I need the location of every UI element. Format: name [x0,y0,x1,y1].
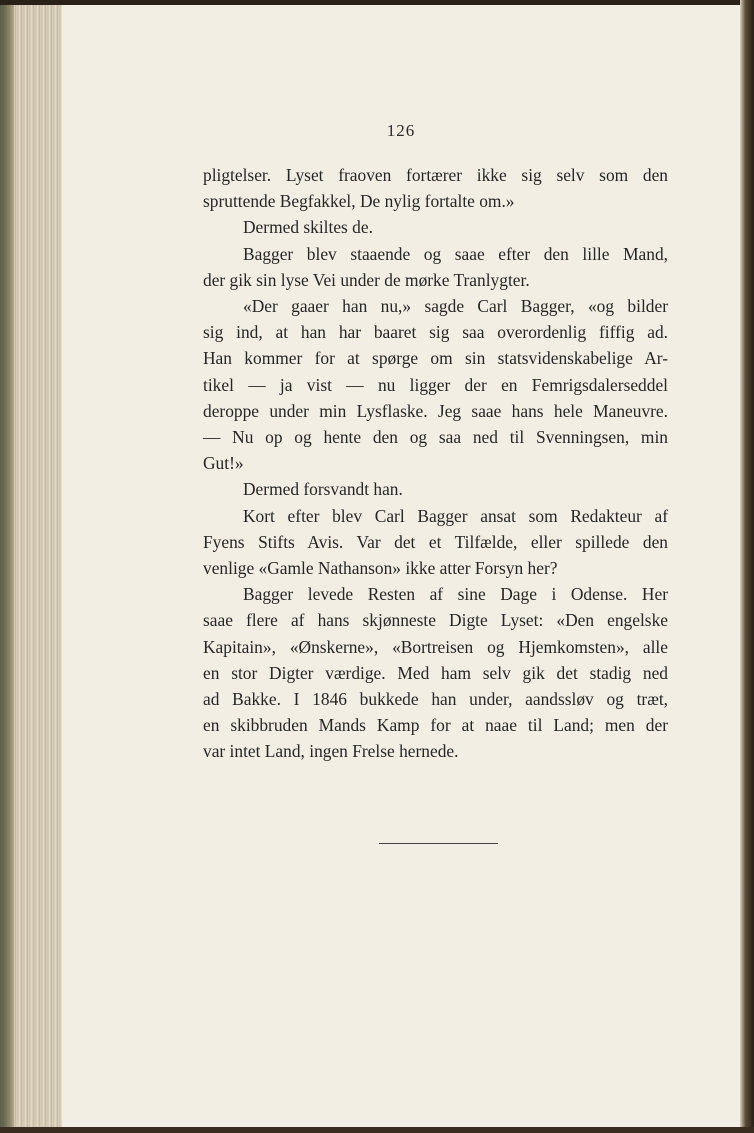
text-line: Kapitain», «Ønskerne», «Bortreisen og Hjemkomsten», alle [203,636,668,657]
text-line: Han kommer for at spørge om sin statsvidenskabelige Ar- [203,348,668,369]
book-binding-edge [740,0,754,1133]
text-line: Dermed forsvandt han. [243,479,403,500]
page-number: 126 [386,121,416,140]
text-line: venlige «Gamle Nathanson» ikke atter Forsyn her? [203,558,558,579]
text-line: tikel — ja vist — nu ligger der en Femrigsdalerseddel [203,374,668,395]
text-line: Dermed skiltes de. [243,217,373,238]
text-line: var intet Land, ingen Frelse hernede. [203,741,459,762]
text-line: Bagger blev staaende og saae efter den lille Mand, [243,243,668,264]
text-line: sig ind, at han har baaret sig saa overordenlig fiffig ad. [203,322,668,343]
text-line: der gik sin lyse Vei under de mørke Tranlygter. [203,269,530,290]
text-line: spruttende Begfakkel, De nylig fortalte om.» [203,191,515,212]
body-text [203,162,668,765]
text-line: en stor Digter værdige. Med ham selv gik det stadig ned [203,662,668,683]
text-line: Kort efter blev Carl Bagger ansat som Redakteur af [243,505,668,526]
page-edge-stack [0,0,62,1133]
text-line: ad Bakke. I 1846 bukkede han under, aandssløv og træt, [203,689,668,710]
text-line: Fyens Stifts Avis. Var det et Tilfælde, eller spillede den [203,531,668,552]
bottom-border [0,1127,754,1133]
text-line: Gut!» [203,453,244,474]
page-sheet [62,5,740,1127]
text-line: «Der gaaer han nu,» sagde Carl Bagger, «og bilder [243,296,668,317]
text-line: pligtelser. Lyset fraoven fortærer ikke sig selv som den [203,165,668,185]
text-line: en skibbruden Mands Kamp for at naae til Land; men der [203,715,668,736]
text-line: — Nu op og hente den og saa ned til Svenningsen, min [203,427,668,448]
section-end-rule [379,843,498,844]
text-line: deroppe under min Lysflaske. Jeg saae hans hele Maneuvre. [203,400,668,421]
text-line: Bagger levede Resten af sine Dage i Odense. Her [243,584,668,605]
text-line: saae flere af hans skjønneste Digte Lyset: «Den engelske [203,610,668,631]
